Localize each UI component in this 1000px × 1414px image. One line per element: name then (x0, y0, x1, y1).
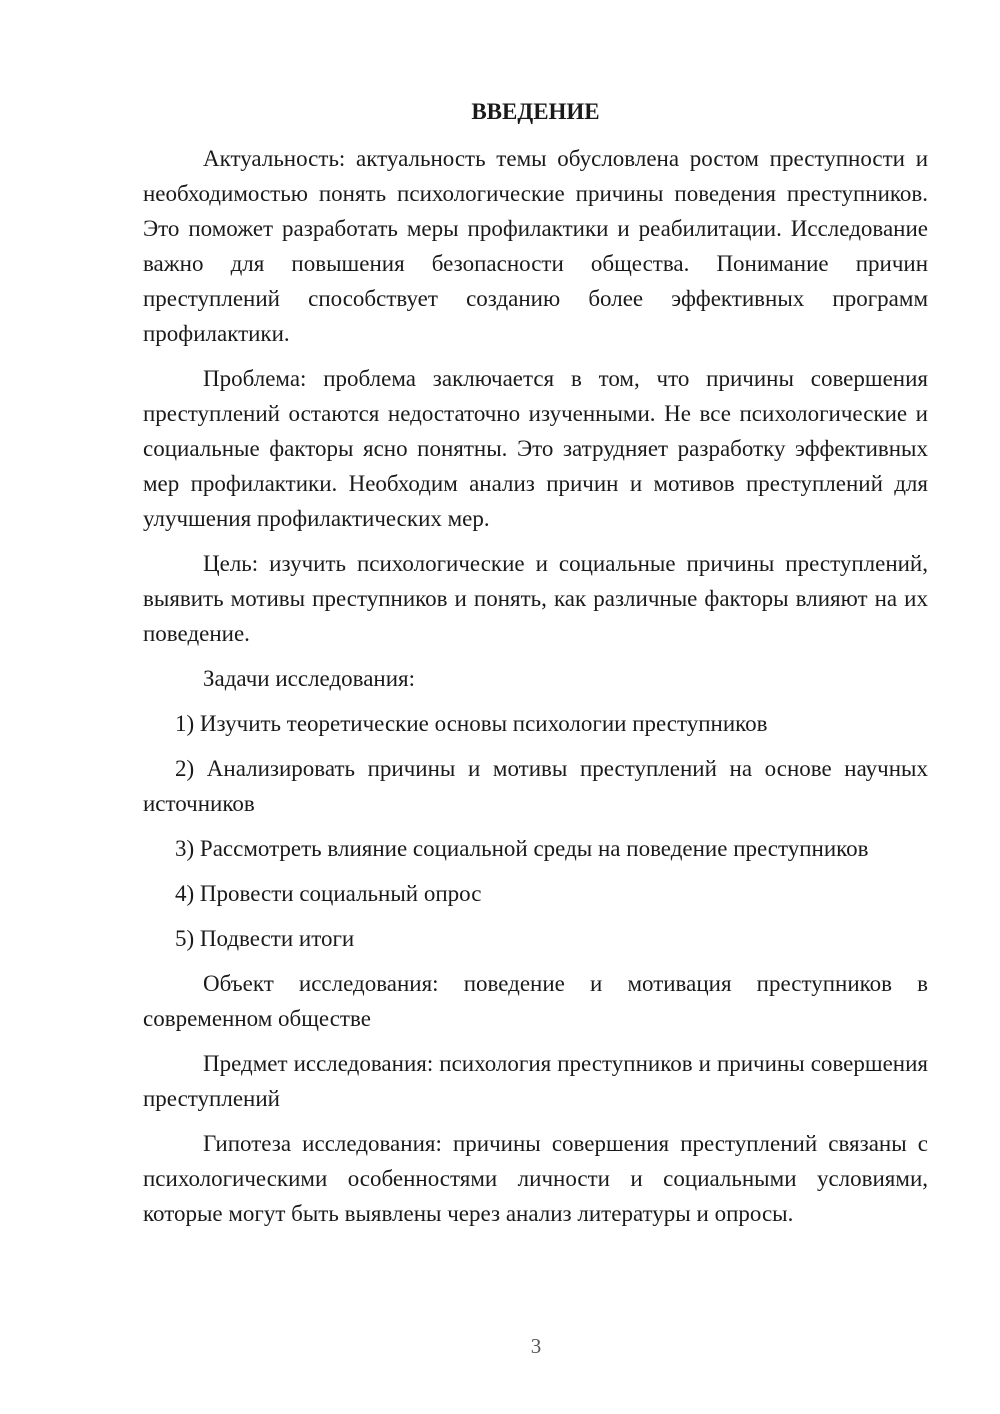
paragraph-tasks-intro: Задачи исследования: (203, 666, 416, 691)
task-item: 3) Рассмотреть влияние социальной среды на поведение преступников (175, 836, 869, 861)
task-item: 5) Подвести итоги (175, 926, 355, 951)
task-item: 1) Изучить теоретические основы психологии преступников (175, 711, 768, 736)
paragraph-object: Объект исследования: поведение и мотивация преступников в современном обществе (143, 971, 928, 1031)
paragraph-relevance: Актуальность: актуальность темы обусловлена ростом преступности и необходимостью понять психологические причины поведения преступников. Это поможет разработать меры профилактики и реабилитации. Исследование важно для повышения безопасности общества. Понимание причин преступлений способствует созданию более эффективных программ профилактики. (143, 146, 928, 346)
paragraph-goal: Цель: изучить психологические и социальные причины преступлений, выявить мотивы преступников и понять, как различные факторы влияют на их поведение. (143, 551, 928, 646)
paragraph-problem: Проблема: проблема заключается в том, что причины совершения преступлений остаются недостаточно изученными. Не все психологические и социальные факторы ясно понятны. Это затрудняет разработку эффективных мер профилактики. Необходим анализ причин и мотивов преступлений для улучшения профилактических мер. (143, 366, 928, 531)
section-heading: ВВЕДЕНИЕ (471, 99, 600, 124)
paragraph-hypothesis: Гипотеза исследования: причины совершения преступлений связаны с психологическими особенностями личности и социальными условиями, которые могут быть выявлены через анализ литературы и опросы. (143, 1131, 928, 1226)
task-item: 4) Провести социальный опрос (175, 881, 482, 906)
task-item: 2) Анализировать причины и мотивы преступлений на основе научных источников (143, 756, 928, 816)
paragraph-subject: Предмет исследования: психология преступников и причины совершения преступлений (143, 1051, 928, 1111)
page-number: 3 (530, 1334, 542, 1358)
page-content (143, 94, 928, 1241)
